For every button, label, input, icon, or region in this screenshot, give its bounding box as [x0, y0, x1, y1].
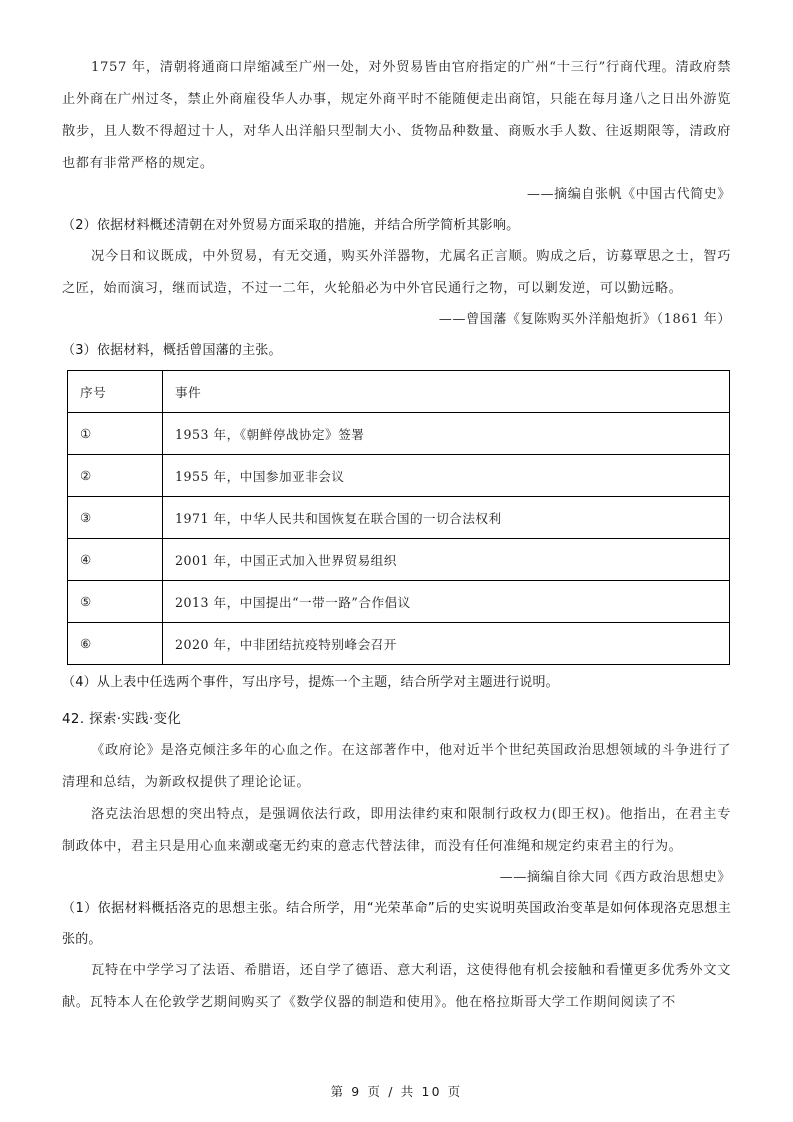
table-cell-event: 1955 年，中国参加亚非会议 — [163, 455, 730, 497]
table-row — [68, 581, 730, 623]
table-header-no: 序号 — [68, 371, 163, 413]
material-paragraph-locke-government: 《政府论》是洛克倾注多年的心血之作。在这部著作中，他对近半个世纪英国政治思想领域的斗争进行了清理和总结，为新政权提供了理论论证。 — [62, 743, 731, 790]
table-cell-no: ⑥ — [68, 623, 163, 665]
table-cell-event: 2020 年，中非团结抗疫特别峰会召开 — [163, 623, 730, 665]
table-cell-event: 1971 年，中华人民共和国恢复在联合国的一切合法权利 — [163, 497, 730, 539]
material-paragraph-watt: 瓦特在中学学习了法语、希腊语，还自学了德语、意大利语，这使得他有机会接触和看懂更多优秀外文文献。瓦特本人在伦敦学艺期间购买了《数学仪器的制造和使用》。他在格拉斯哥大学工作期间阅读了不 — [62, 963, 731, 1010]
material-paragraph-zengguofan: 况今日和议既成，中外贸易，有无交通，购买外洋器物，尤属名正言顺。购成之后，访募覃思之士，智巧之匠，始而演习，继而试造，不过一二年，火轮船必为中外官民通行之物，可以剿发逆，可以勤远略。 — [62, 249, 731, 296]
table-row — [68, 413, 730, 455]
material-paragraph-qing-trade: 1757 年，清朝将通商口岸缩减至广州一处，对外贸易皆由官府指定的广州“十三行”行商代理。清政府禁止外商在广州过冬，禁止外商雇役华人办事，规定外商平时不能随便走出商馆，只能在每月逢八之日出外游览散步，且人数不得超过十人，对华人出洋船只型制大小、货物品种数量、商贩水手人数、往返期限等，清政府也都有非常严格的规定。 — [62, 60, 731, 171]
question-42-part-1: （1）依据材料概括洛克的思想主张。结合所学，用“光荣革命”后的史实说明英国政治变革是如何体现洛克思想主张的。 — [62, 901, 731, 947]
table-row — [68, 623, 730, 665]
events-table — [67, 370, 730, 665]
table-header-row — [68, 371, 730, 413]
source-attribution-zhangfan: ——摘编自张帆《中国古代简史》 — [526, 187, 731, 202]
table-header-event: 事件 — [163, 371, 730, 413]
question-41-part-4: （4）从上表中任选两个事件，写出序号，提炼一个主题，结合所学对主题进行说明。 — [62, 675, 559, 690]
material-paragraph-locke-rule-of-law: 洛克法治思想的突出特点，是强调依法行政，即用法律约束和限制行政权力(即王权)。他指出，在君主专制政体中，君主只是用心血来潮或毫无约束的意志代替法律，而没有任何准绳和规定约束君主的行为。 — [62, 807, 731, 854]
table-cell-no: ③ — [68, 497, 163, 539]
table-cell-event: 2001 年，中国正式加入世界贸易组织 — [163, 539, 730, 581]
table-row — [68, 497, 730, 539]
source-attribution-xudatong: ——摘编自徐大同《西方政治思想史》 — [499, 870, 731, 885]
table-cell-no: ② — [68, 455, 163, 497]
question-41-part-3: （3）依据材料，概括曾国藩的主张。 — [62, 343, 282, 358]
page-footer: 第 9 页 / 共 10 页 — [330, 1084, 463, 1099]
events-table-body — [68, 371, 730, 665]
question-42-heading: 42. 探索·实践·变化 — [62, 712, 182, 727]
table-cell-no: ① — [68, 413, 163, 455]
table-row — [68, 539, 730, 581]
source-attribution-zengguofan: ——曾国藩《复陈购买外洋船炮折》（1861 年） — [438, 312, 731, 327]
table-cell-no: ⑤ — [68, 581, 163, 623]
question-41-part-2: （2）依据材料概述清朝在对外贸易方面采取的措施，并结合所学简析其影响。 — [62, 218, 520, 233]
table-cell-event: 1953 年，《朝鲜停战协定》签署 — [163, 413, 730, 455]
table-cell-no: ④ — [68, 539, 163, 581]
table-cell-event: 2013 年，中国提出“一带一路”合作倡议 — [163, 581, 730, 623]
table-row — [68, 455, 730, 497]
